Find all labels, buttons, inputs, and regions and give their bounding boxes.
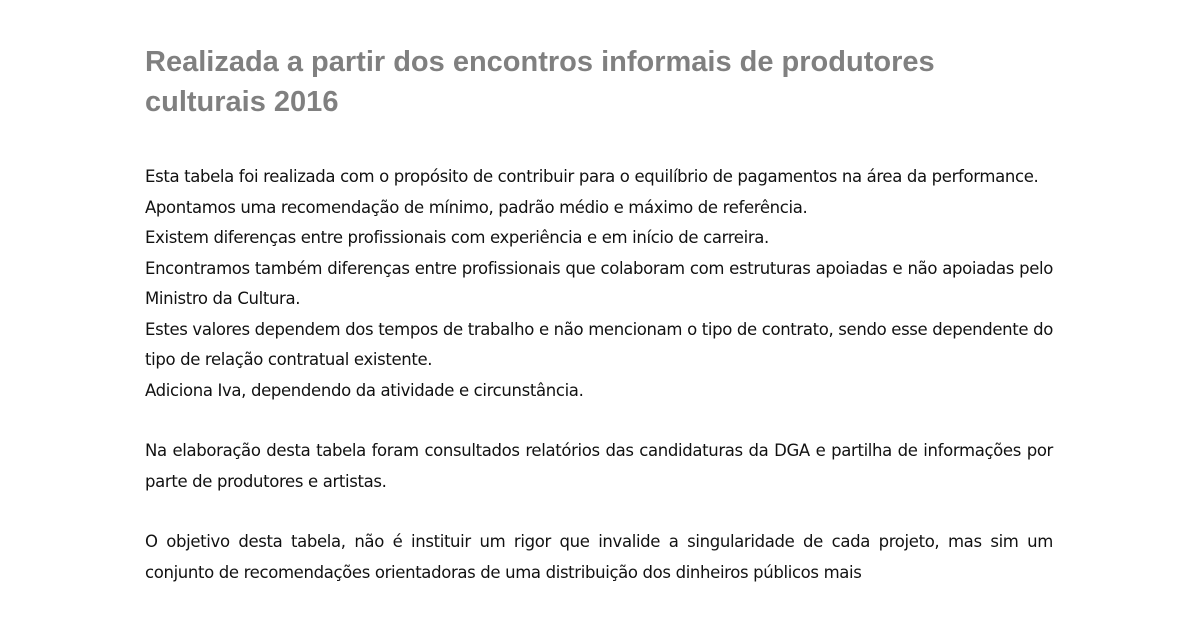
document-title: Realizada a partir dos encontros informais de produtores culturais 2016 [145,46,935,118]
intro-section [145,162,1053,406]
objective-section [145,527,1053,588]
intro-paragraph: Encontramos também diferenças entre profissionais que colaboram com estruturas apoiadas e não apoiadas pelo Ministro da Cultura. [145,258,1053,308]
intro-paragraph: Existem diferenças entre profissionais com experiência e em início de carreira. [145,228,769,247]
document-content [145,0,1053,588]
intro-paragraph: Estes valores dependem dos tempos de trabalho e não mencionam o tipo de contrato, sendo esse dependente do tipo de relação contratual existente. [145,319,1053,369]
sources-paragraph: Na elaboração desta tabela foram consultados relatórios das candidaturas da DGA e partilha de informações por parte de produtores e artistas. [145,441,1053,491]
intro-paragraph: Esta tabela foi realizada com o propósito de contribuir para o equilíbrio de pagamentos na área da performance. [145,167,1039,186]
intro-paragraph: Adiciona Iva, dependendo da atividade e circunstância. [145,380,584,400]
objective-paragraph: O objetivo desta tabela, não é instituir um rigor que invalide a singularidade de cada projeto, mas sim um conjunto de recomendações orientadoras de uma distribuição dos dinheiros públicos mais [145,532,1053,582]
sources-section [145,436,1053,497]
intro-paragraph: Apontamos uma recomendação de mínimo, padrão médio e máximo de referência. [145,197,808,217]
